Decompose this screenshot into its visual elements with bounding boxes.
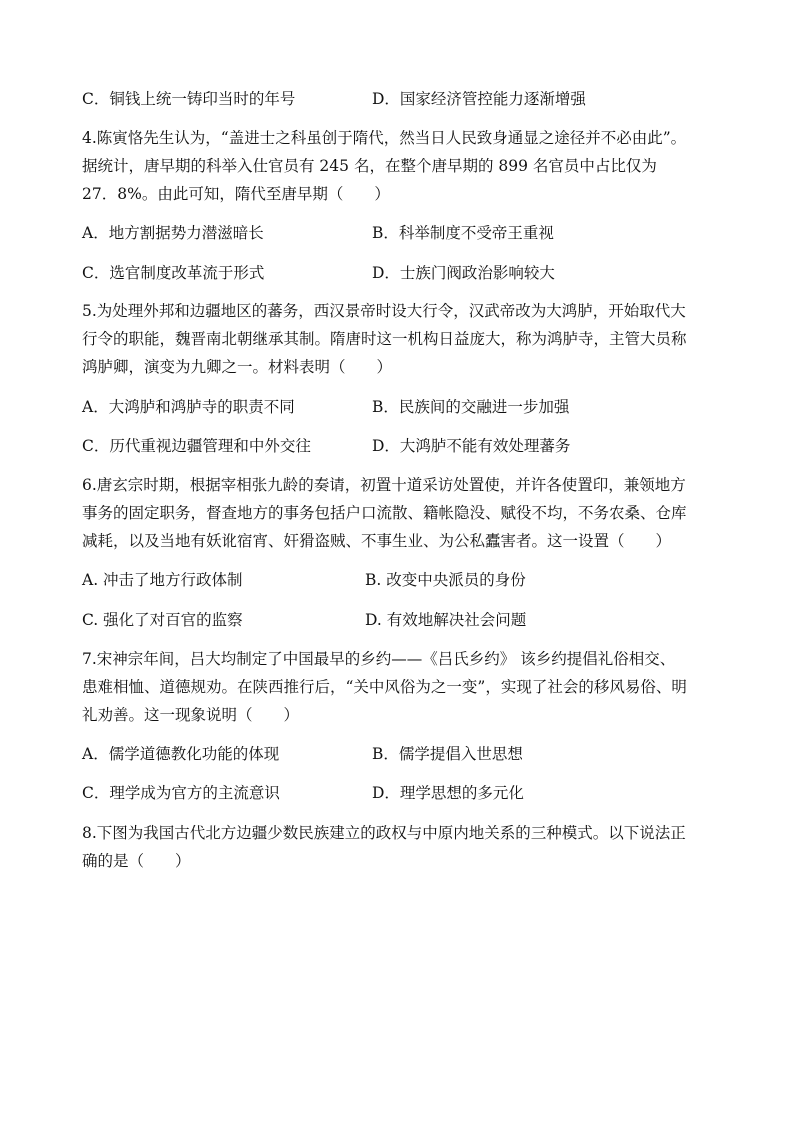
q4-stem-line-2: 据统计，唐早期的科举入仕官员有 245 名，在整个唐早期的 899 名官员中占比仅为 bbox=[82, 157, 657, 175]
q4-option-a: A．地方割据势力潜滋暗长 bbox=[82, 224, 264, 242]
q4-stem-line-1: 4.陈寅恪先生认为，“盖进士之科虽创于隋代，然当日人民致身通显之途径并不必由此”。 bbox=[82, 129, 687, 147]
q4-option-d: D．士族门阀政治影响较大 bbox=[372, 264, 555, 282]
q5-option-d: D．大鸿胪不能有效处理蕃务 bbox=[372, 437, 571, 455]
q6-option-b: B. 改变中央派员的身份 bbox=[365, 571, 526, 589]
q4-stem-line-3: 27．8%。由此可知，隋代至唐早期（ ） bbox=[82, 185, 390, 203]
q5-option-a: A．大鸿胪和鸿胪寺的职责不同 bbox=[82, 398, 295, 416]
q7-option-a: A．儒学道德教化功能的体现 bbox=[82, 745, 280, 763]
q4-option-c: C．选官制度改革流于形式 bbox=[82, 264, 265, 282]
q4-option-b: B．科举制度不受帝王重视 bbox=[372, 224, 554, 242]
q5-stem-line-3: 鸿胪卿，演变为九卿之一。材料表明（ ） bbox=[82, 358, 393, 376]
q6-option-a: A. 冲击了地方行政体制 bbox=[82, 571, 243, 589]
q5-stem-line-2: 行令的职能，魏晋南北朝继承其制。隋唐时这一机构日益庞大，称为鸿胪寺，主管大员称 bbox=[82, 330, 687, 348]
q6-option-d: D. 有效地解决社会问题 bbox=[365, 611, 527, 629]
q6-option-c: C. 强化了对百官的监察 bbox=[82, 611, 243, 629]
q5-option-c: C．历代重视边疆管理和中外交往 bbox=[82, 437, 311, 455]
q5-option-b: B．民族间的交融进一步加强 bbox=[372, 398, 570, 416]
q7-stem-line-3: 礼劝善。这一现象说明（ ） bbox=[82, 706, 300, 724]
q8-stem-line-1: 8.下图为我国古代北方边疆少数民族建立的政权与中原内地关系的三种模式。以下说法正 bbox=[82, 824, 686, 842]
q7-stem-line-2: 患难相恤、道德规劝。在陕西推行后，“关中风俗为之一变”，实现了社会的移风易俗、明 bbox=[82, 678, 687, 696]
q8-stem-line-2: 确的是（ ） bbox=[82, 852, 191, 870]
q7-option-d: D．理学思想的多元化 bbox=[372, 784, 524, 802]
q7-option-c: C．理学成为官方的主流意识 bbox=[82, 784, 280, 802]
q3-option-d: D．国家经济管控能力逐渐增强 bbox=[372, 90, 586, 108]
q7-option-b: B．儒学提倡入世思想 bbox=[372, 745, 523, 763]
q7-stem-line-1: 7.宋神宗年间，吕大均制定了中国最早的乡约——《吕氏乡约》 该乡约提倡礼俗相交、 bbox=[82, 650, 676, 668]
q5-stem-line-1: 5.为处理外邦和边疆地区的蕃务，西汉景帝时设大行令，汉武帝改为大鸿胪，开始取代大 bbox=[82, 302, 686, 320]
q6-stem-line-1: 6.唐玄宗时期，根据宰相张九龄的奏请，初置十道采访处置使，并许各使置印，兼领地方 bbox=[82, 476, 686, 494]
q3-option-c: C．铜钱上统一铸印当时的年号 bbox=[82, 90, 296, 108]
q6-stem-line-2: 事务的固定职务，督查地方的事务包括户口流散、籍帐隐没、赋役不均，不务农桑、仓库 bbox=[82, 504, 687, 522]
q6-stem-line-3: 减耗，以及当地有妖讹宿宵、奸猾盗贼、不事生业、为公私蠹害者。这一设置（ ） bbox=[82, 532, 672, 550]
